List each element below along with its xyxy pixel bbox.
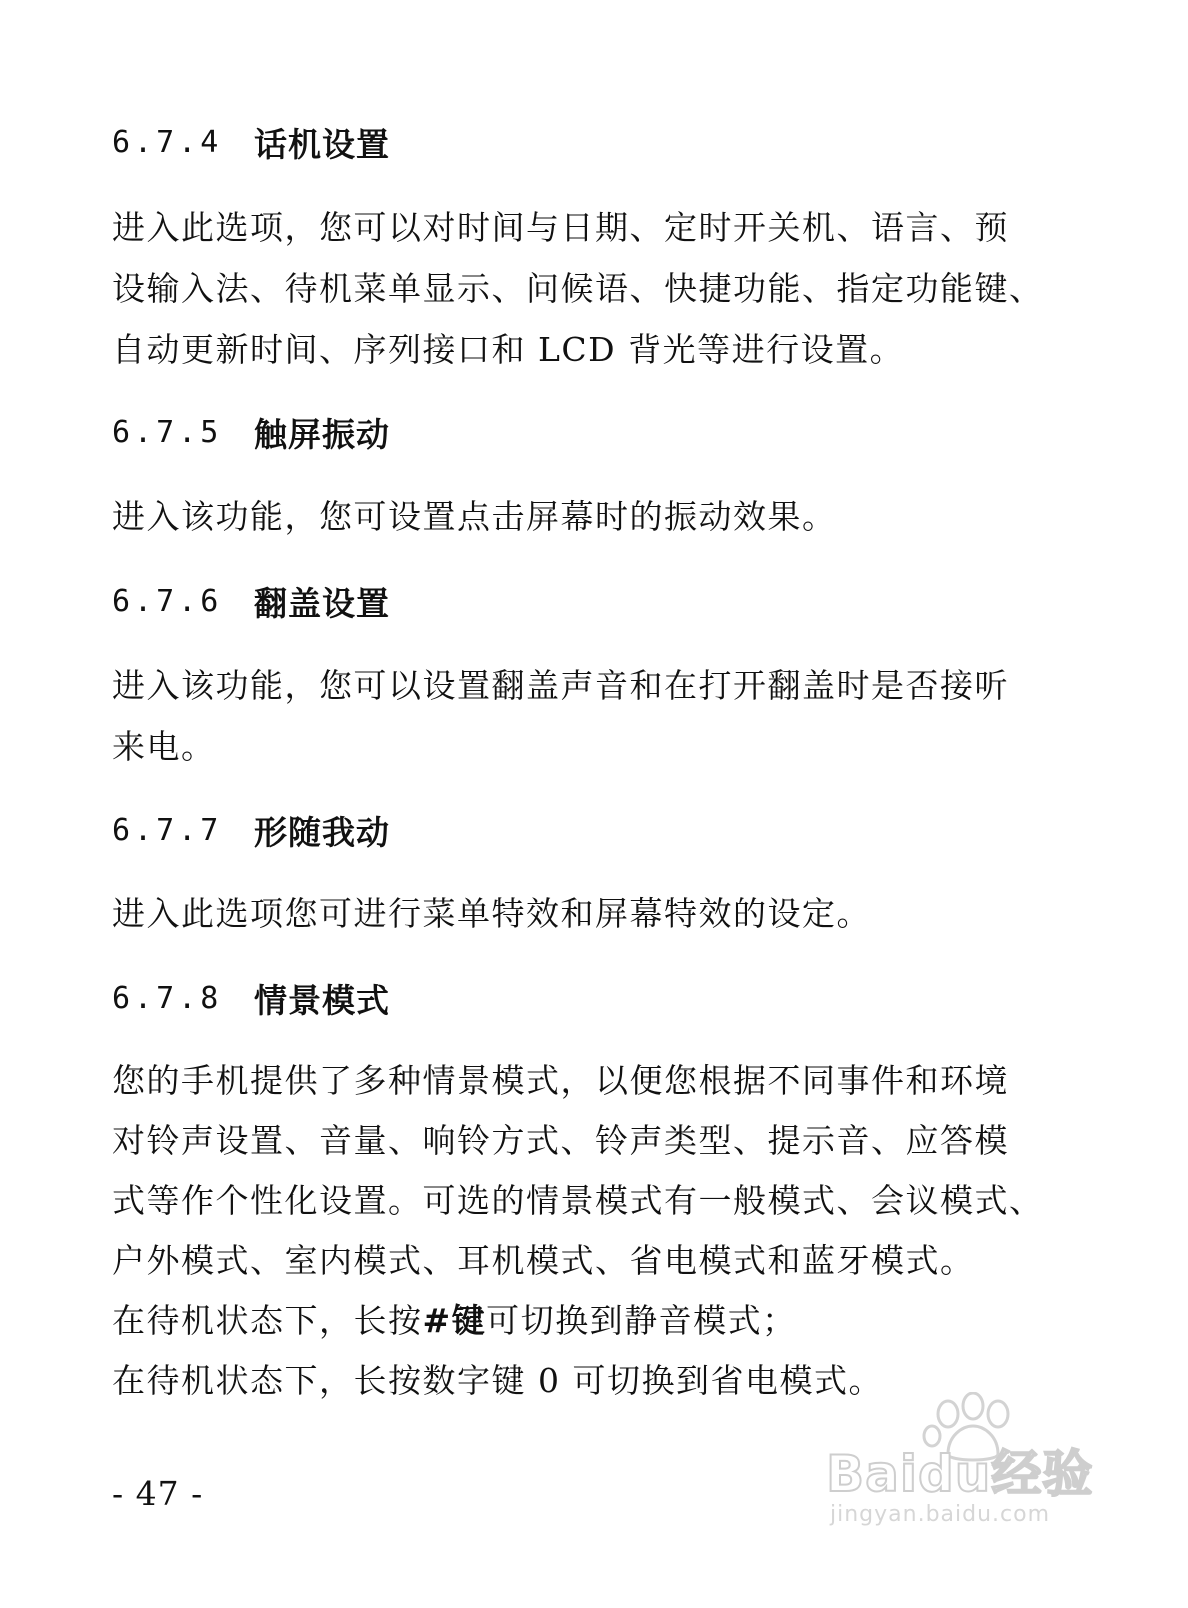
section-number: 6.7.8 xyxy=(112,980,223,1016)
section-title: 形随我动 xyxy=(254,812,390,852)
section-body-6-7-8 xyxy=(112,1051,1044,1411)
body-line: 户外模式、室内模式、耳机模式、省电模式和蓝牙模式。 xyxy=(112,1241,975,1280)
section-body-6-7-7 xyxy=(112,883,1032,944)
watermark-url: jingyan.baidu.com xyxy=(830,1502,1051,1527)
body-line: 进入该功能，您可以设置翻盖声音和在打开翻盖时是否接听 xyxy=(112,666,1009,705)
section-body-6-7-6 xyxy=(112,655,1032,777)
silent-mode-note xyxy=(112,1291,1032,1351)
section-title: 翻盖设置 xyxy=(254,583,390,623)
section-title: 触屏振动 xyxy=(254,414,390,454)
section-number: 6.7.6 xyxy=(112,583,223,619)
section-number: 6.7.7 xyxy=(112,812,223,848)
body-line: 式等作个性化设置。可选的情景模式有一般模式、会议模式、 xyxy=(112,1181,1044,1220)
section-heading-6-7-7 xyxy=(112,805,390,855)
watermark-brand: Baidu经验 xyxy=(826,1445,1094,1503)
power-saving-note: 在待机状态下，长按数字键 0 可切换到省电模式。 xyxy=(112,1361,883,1400)
section-heading-6-7-4 xyxy=(112,117,390,167)
body-line: 进入此选项，您可以对时间与日期、定时开关机、语言、预 xyxy=(112,208,1009,247)
body-line: 设输入法、待机菜单显示、问候语、快捷功能、指定功能键、 xyxy=(112,269,1044,308)
body-line: 进入该功能，您可设置点击屏幕时的振动效果。 xyxy=(112,497,837,536)
section-number: 6.7.5 xyxy=(112,414,223,450)
body-line: 自动更新时间、序列接口和 LCD 背光等进行设置。 xyxy=(112,330,905,369)
section-body-6-7-4 xyxy=(112,197,1044,380)
body-line: 来电。 xyxy=(112,727,216,766)
page-number: - 47 - xyxy=(112,1474,204,1513)
body-line: 您的手机提供了多种情景模式，以便您根据不同事件和环境 xyxy=(112,1061,1009,1100)
section-heading-6-7-8 xyxy=(112,973,390,1023)
note-text-after: 可切换到静音模式； xyxy=(486,1301,797,1340)
body-line: 对铃声设置、音量、响铃方式、铃声类型、提示音、应答模 xyxy=(112,1121,1009,1160)
section-heading-6-7-5 xyxy=(112,407,390,457)
section-title: 话机设置 xyxy=(254,124,390,164)
section-body-6-7-5 xyxy=(112,486,1032,547)
baidu-jingyan-watermark xyxy=(826,1392,1094,1542)
section-title: 情景模式 xyxy=(254,980,390,1020)
note-text-before: 在待机状态下，长按 xyxy=(112,1301,423,1340)
section-number: 6.7.4 xyxy=(112,124,223,160)
body-line: 进入此选项您可进行菜单特效和屏幕特效的设定。 xyxy=(112,894,871,933)
section-heading-6-7-6 xyxy=(112,576,390,626)
hash-key-label: #键 xyxy=(422,1301,487,1340)
